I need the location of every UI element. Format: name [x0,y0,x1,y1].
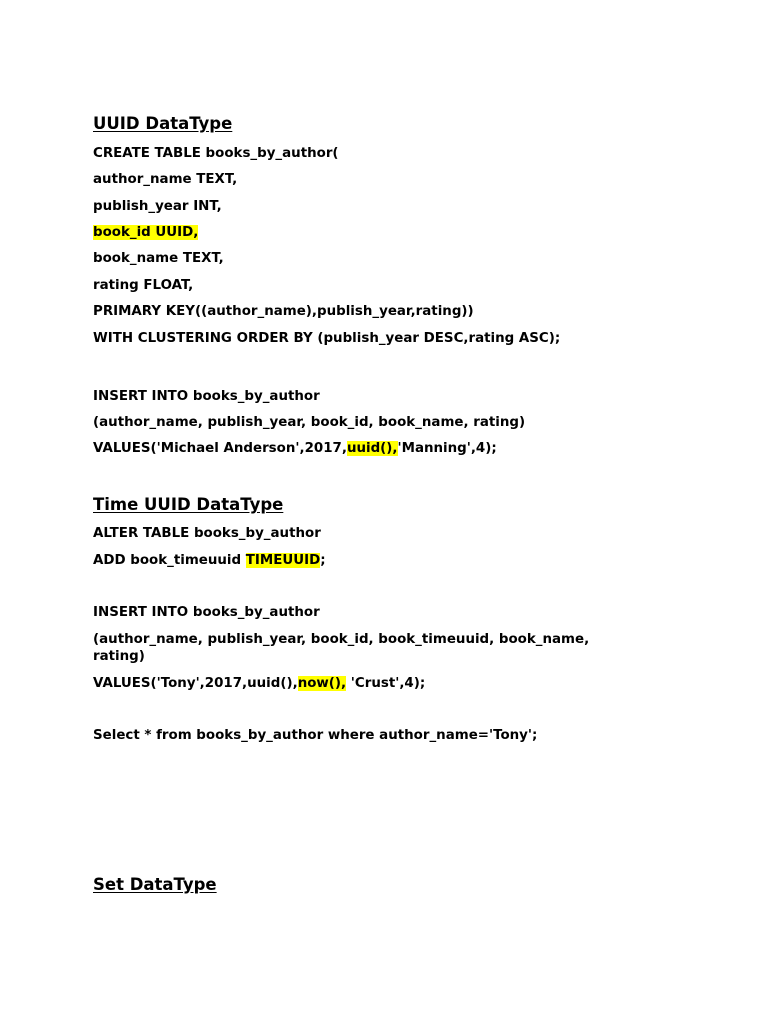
uuid-insert-line: INSERT INTO books_by_author [93,389,320,404]
timeuuid-columns-line-2: rating) [93,649,145,664]
uuid-values-suffix: 'Manning',4); [397,441,497,456]
add-column-suffix: ; [320,553,326,568]
book-name-column-line: book_name TEXT, [93,251,224,266]
book-id-column-line [93,224,198,241]
uuid-values-prefix: VALUES('Michael Anderson',2017, [93,441,347,456]
author-name-column-line: author_name TEXT, [93,172,238,187]
uuid-columns-line: (author_name, publish_year, book_id, book_name, rating) [93,415,526,430]
timeuuid-values-prefix: VALUES('Tony',2017,uuid(), [93,676,298,691]
timeuuid-insert-line: INSERT INTO books_by_author [93,605,320,620]
clustering-order-line: WITH CLUSTERING ORDER BY (publish_year DESC,rating ASC); [93,331,561,346]
timeuuid-values-line [93,675,425,692]
rating-column-line: rating FLOAT, [93,278,194,293]
uuid-section-heading: UUID DataType [93,114,233,133]
select-query-line: Select * from books_by_author where author_name='Tony'; [93,728,538,743]
timeuuid-columns-line-1: (author_name, publish_year, book_id, book_timeuuid, book_name, [93,632,590,647]
timeuuid-type-highlight: TIMEUUID [245,553,321,568]
alter-table-line: ALTER TABLE books_by_author [93,526,321,541]
primary-key-line: PRIMARY KEY((author_name),publish_year,rating)) [93,304,474,319]
set-section-heading: Set DataType [93,875,217,894]
add-column-prefix: ADD book_timeuuid [93,553,246,568]
uuid-values-line [93,440,497,457]
publish-year-column-line: publish_year INT, [93,199,222,214]
now-function-highlight: now(), [297,676,347,691]
create-table-line: CREATE TABLE books_by_author( [93,146,339,161]
add-column-line [93,552,326,569]
timeuuid-values-suffix: 'Crust',4); [346,676,426,691]
book-id-highlight: book_id UUID, [93,225,199,240]
uuid-function-highlight: uuid(), [346,441,398,456]
timeuuid-section-heading: Time UUID DataType [93,495,284,514]
